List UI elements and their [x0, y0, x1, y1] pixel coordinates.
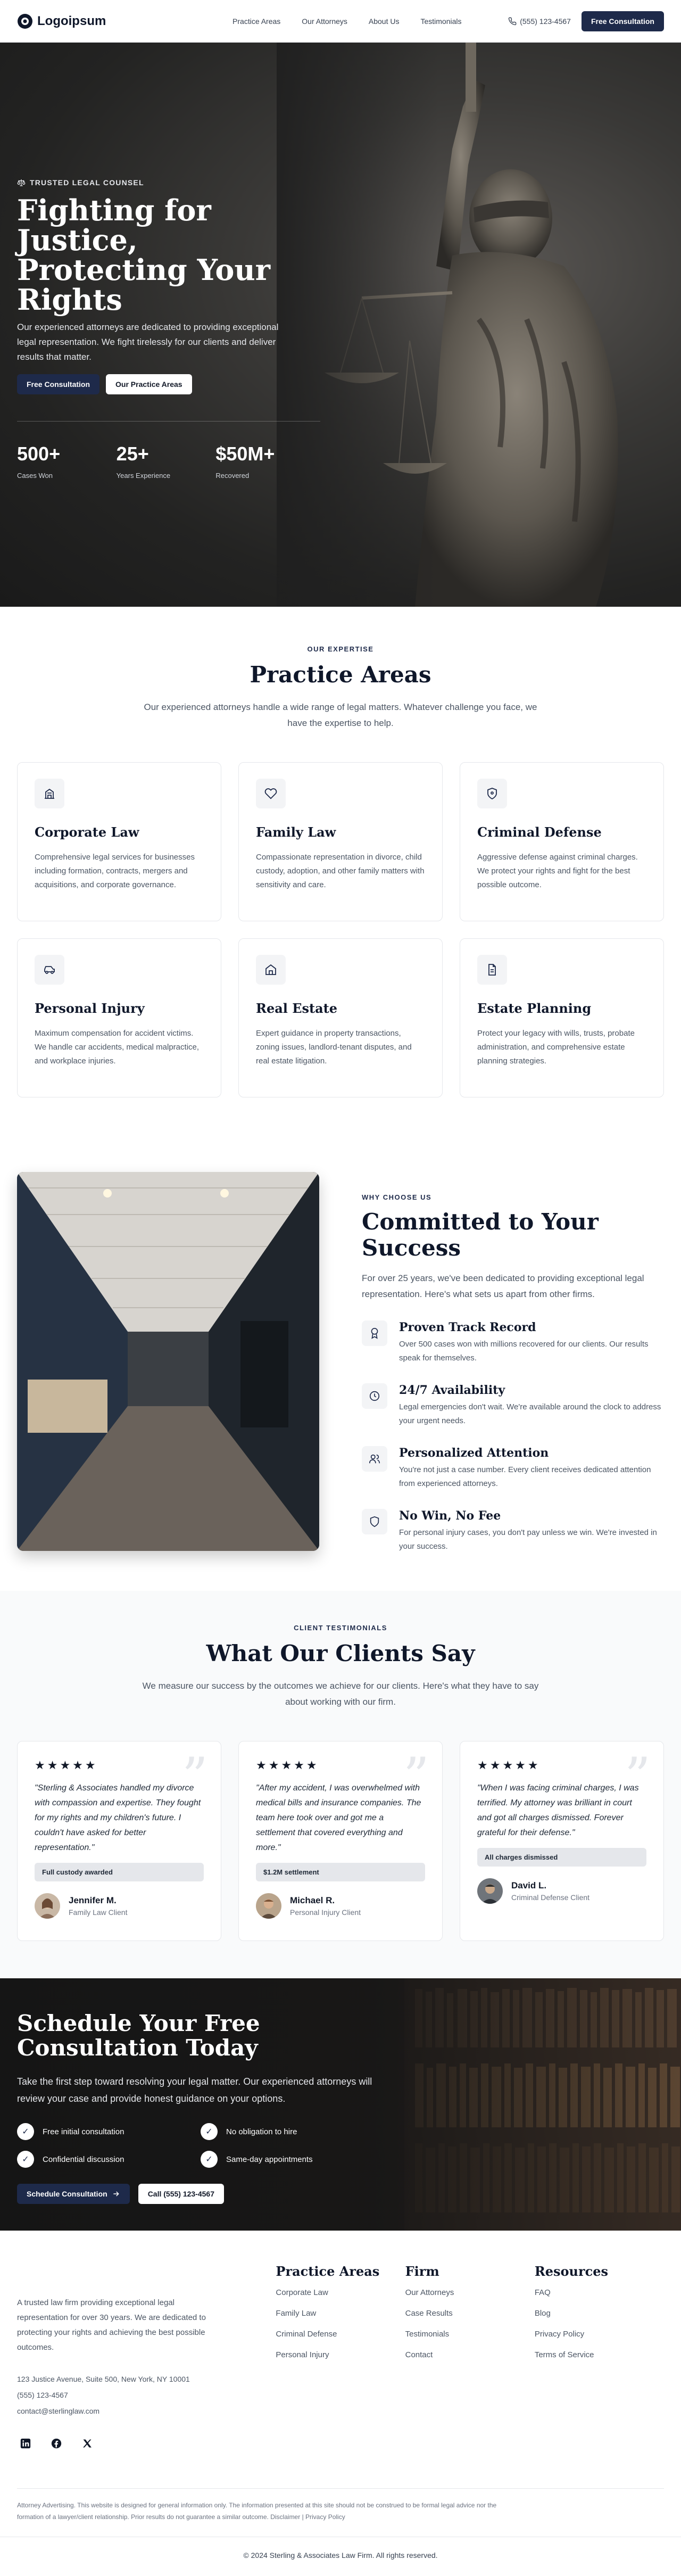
stat-label: Cases Won	[17, 472, 53, 480]
home-icon	[256, 955, 286, 985]
testimonial-cards	[17, 1741, 664, 1941]
star-rating: ★★★★★	[35, 1758, 98, 1772]
footer-link[interactable]: Contact	[405, 2350, 433, 2359]
social-links	[17, 2435, 276, 2452]
card-title: Real Estate	[256, 1001, 338, 1016]
footer-link[interactable]: Family Law	[276, 2309, 317, 2318]
stat-years-experience	[117, 443, 216, 480]
testimonial-card	[460, 1741, 664, 1941]
footer-contact	[17, 2371, 276, 2419]
footer-copyright: © 2024 Sterling & Associates Law Firm. All rights reserved.	[0, 2537, 681, 2575]
check-icon: ✓	[201, 2123, 218, 2140]
footer-column-title: Firm	[405, 2264, 439, 2279]
hero-divider	[17, 421, 320, 422]
footer-column-title: Practice Areas	[276, 2264, 380, 2279]
testimonial-quote: "When I was facing criminal charges, I was terrified. My attorney was brilliant in court and got all charges dismissed. Forever grateful for their defense."	[477, 1784, 639, 1837]
hero-section	[0, 43, 681, 607]
cta-text: Take the first step toward resolving your legal matter. Our experienced attorneys will review your case and provide honest guidance on your options.	[17, 2076, 372, 2104]
feature-text: Legal emergencies don't wait. We're available around the clock to address your urgent needs.	[399, 1402, 661, 1425]
footer	[0, 2231, 681, 2575]
nav-link-testimonials[interactable]: Testimonials	[420, 17, 462, 26]
practice-card-estate-planning[interactable]	[460, 938, 664, 1097]
why-lead: For over 25 years, we've been dedicated to providing exceptional legal representation. Here's what sets us apart from other firms.	[362, 1273, 644, 1299]
nav-link-practice-areas[interactable]: Practice Areas	[232, 17, 281, 26]
card-text: Compassionate representation in divorce, child custody, adoption, and other family matters with sensitivity and care.	[256, 853, 425, 889]
card-title: Estate Planning	[477, 1001, 592, 1016]
nav-phone-link[interactable]	[508, 17, 571, 26]
quote-icon: ”	[624, 1747, 651, 1806]
hero-practice-areas-button[interactable]: Our Practice Areas	[106, 374, 192, 394]
testimonial-author	[256, 1893, 425, 1919]
hero-title: Fighting for Justice, Protecting Your Rights	[17, 193, 271, 317]
practice-areas-section	[0, 607, 681, 1156]
feature-text: Over 500 cases won with millions recovered for our clients. Our results speak for themselves.	[399, 1340, 649, 1363]
hero-free-consultation-button[interactable]: Free Consultation	[17, 374, 99, 394]
benefit-item	[17, 2151, 201, 2168]
feature-no-win-no-fee	[362, 1509, 664, 1554]
nav-free-consultation-button[interactable]: Free Consultation	[582, 11, 664, 31]
footer-column-practice-areas	[276, 2264, 405, 2452]
card-text: Aggressive defense against criminal charges. We protect your rights and fight for the best possible outcome.	[477, 853, 638, 889]
author-role: Criminal Defense Client	[511, 1893, 590, 1902]
footer-link[interactable]: Terms of Service	[534, 2350, 594, 2359]
footer-email[interactable]: contact@sterlinglaw.com	[17, 2407, 100, 2415]
testimonials-header	[17, 1624, 664, 1710]
practice-cards	[17, 762, 664, 1097]
avatar	[35, 1893, 60, 1919]
quote-icon: ”	[181, 1747, 208, 1806]
practice-subtitle: Our experienced attorneys handle a wide range of legal matters. Whatever challenge you face, we have the expertise to help.	[144, 702, 537, 728]
benefit-item	[17, 2123, 201, 2140]
logo[interactable]	[17, 13, 106, 29]
author-name: Jennifer M.	[69, 1895, 117, 1905]
star-rating: ★★★★★	[477, 1758, 541, 1772]
feature-text: You're not just a case number. Every client receives dedicated attention from experienced attorneys.	[399, 1465, 651, 1488]
phone-icon	[508, 17, 517, 26]
hero-buttons	[17, 374, 315, 394]
facebook-icon[interactable]	[48, 2435, 65, 2452]
benefit-label: No obligation to hire	[226, 2127, 297, 2136]
footer-link[interactable]: Privacy Policy	[534, 2330, 585, 2339]
stat-label: Years Experience	[116, 472, 171, 480]
outcome-badge: All charges dismissed	[477, 1848, 646, 1867]
author-name: David L.	[511, 1880, 547, 1890]
cta-buttons	[17, 2184, 400, 2204]
footer-link[interactable]: Criminal Defense	[276, 2330, 337, 2339]
testimonial-author	[477, 1878, 646, 1904]
footer-link[interactable]: Corporate Law	[276, 2288, 328, 2297]
practice-card-family-law[interactable]	[238, 762, 443, 921]
cta-content	[17, 2011, 400, 2204]
quote-icon: ”	[403, 1747, 429, 1806]
testimonial-quote: "Sterling & Associates handled my divorce with compassion and expertise. They fought for my rights and my children's future. I couldn't have asked for better representation."	[35, 1784, 201, 1852]
testimonial-card	[17, 1741, 221, 1941]
heart-icon	[256, 779, 286, 808]
check-icon: ✓	[201, 2151, 218, 2168]
top-nav	[0, 0, 681, 43]
benefit-item	[201, 2151, 384, 2168]
hero-subtitle: Our experienced attorneys are dedicated to providing exceptional legal representation. We fight tirelessly for our clients and deliver results that matter.	[17, 322, 279, 362]
practice-card-criminal-defense[interactable]	[460, 762, 664, 921]
consultation-cta-section	[0, 1978, 681, 2231]
car-icon	[35, 955, 64, 985]
schedule-consultation-label: Schedule Consultation	[27, 2190, 107, 2198]
shield-icon	[477, 779, 507, 808]
feature-title: Personalized Attention	[399, 1446, 549, 1460]
check-icon: ✓	[17, 2123, 34, 2140]
stat-value: 500+	[17, 443, 61, 465]
footer-link[interactable]: Blog	[534, 2309, 551, 2318]
footer-link[interactable]: Personal Injury	[276, 2350, 329, 2359]
outcome-badge: $1.2M settlement	[256, 1863, 425, 1881]
footer-about-text: A trusted law firm providing exceptional legal representation for over 30 years. We are dedicated to protecting your rights and achieving the best possible outcomes.	[17, 2298, 206, 2352]
stat-value: $50M+	[215, 443, 275, 465]
outcome-badge: Full custody awarded	[35, 1863, 204, 1881]
card-title: Corporate Law	[35, 824, 139, 840]
why-content	[362, 1172, 664, 1554]
feature-availability	[362, 1383, 664, 1428]
check-icon: ✓	[17, 2151, 34, 2168]
testimonials-title: What Our Clients Say	[206, 1640, 475, 1666]
users-icon	[362, 1446, 387, 1472]
benefit-item	[201, 2123, 384, 2140]
footer-disclaimer: Attorney Advertising. This website is designed for general information only. The information presented at this site should not be construed to be formal legal advice nor the formation of a lawyer/client relationship. Prior results do not guarantee a similar outcome. Disclaimer | Privacy Policy	[17, 2501, 497, 2521]
footer-link[interactable]: Testimonials	[405, 2330, 450, 2339]
testimonials-subtitle: We measure our success by the outcomes we achieve for our clients. Here's what they have to say about working with our firm.	[142, 1681, 539, 1707]
hero-content	[17, 178, 315, 480]
practice-card-personal-injury[interactable]	[17, 938, 221, 1097]
logo-icon	[17, 13, 33, 29]
feature-text: For personal injury cases, you don't pay unless we win. We're invested in your success.	[399, 1528, 657, 1551]
avatar	[256, 1893, 281, 1919]
footer-link[interactable]: Our Attorneys	[405, 2288, 454, 2297]
footer-address: 123 Justice Avenue, Suite 500, New York, NY 10001	[17, 2375, 190, 2383]
testimonial-card	[238, 1741, 443, 1941]
card-text: Maximum compensation for accident victims. We handle car accidents, medical malpractice, and workplace injuries.	[35, 1029, 200, 1066]
benefit-label: Confidential discussion	[43, 2154, 124, 2164]
author-role: Personal Injury Client	[290, 1908, 361, 1917]
why-choose-us-section	[0, 1156, 681, 1591]
logo-text: Logoipsum	[37, 14, 106, 28]
feature-title: 24/7 Availability	[399, 1383, 505, 1397]
hero-eyebrow-text: TRUSTED LEGAL COUNSEL	[30, 178, 144, 187]
practice-header	[17, 645, 664, 731]
why-title: Committed to Your Success	[362, 1209, 599, 1261]
footer-phone[interactable]: (555) 123-4567	[17, 2391, 68, 2399]
stat-label: Recovered	[215, 472, 250, 480]
stat-value: 25+	[116, 443, 149, 465]
x-icon[interactable]	[79, 2435, 96, 2452]
footer-link[interactable]: FAQ	[534, 2288, 551, 2297]
nav-phone-text: (555) 123-4567	[520, 17, 571, 26]
testimonials-section	[0, 1591, 681, 1978]
shield-icon	[362, 1509, 387, 1534]
practice-card-corporate-law[interactable]	[17, 762, 221, 921]
lady-justice-statue-image	[277, 43, 681, 607]
avatar	[477, 1878, 503, 1904]
feature-title: No Win, No Fee	[399, 1509, 501, 1523]
practice-title: Practice Areas	[250, 662, 431, 688]
card-title: Personal Injury	[35, 1001, 145, 1016]
benefit-label: Free initial consultation	[43, 2127, 124, 2136]
why-kicker: WHY CHOOSE US	[362, 1193, 432, 1201]
cta-benefits	[17, 2123, 400, 2168]
linkedin-icon[interactable]	[17, 2435, 34, 2452]
stat-recovered	[215, 443, 315, 480]
clock-icon	[362, 1383, 387, 1409]
footer-grid	[17, 2264, 664, 2452]
footer-about	[17, 2264, 276, 2452]
star-rating: ★★★★★	[256, 1758, 319, 1772]
nav-link-our-attorneys[interactable]: Our Attorneys	[302, 17, 347, 26]
card-title: Criminal Defense	[477, 824, 602, 840]
card-text: Protect your legacy with wills, trusts, probate administration, and comprehensive estate planning strategies.	[477, 1029, 635, 1066]
nav-links	[232, 17, 461, 26]
nav-link-about-us[interactable]: About Us	[368, 17, 400, 26]
hero-eyebrow	[17, 178, 315, 187]
practice-kicker: OUR EXPERTISE	[307, 645, 374, 653]
office-hallway-image	[17, 1172, 319, 1551]
call-phone-button[interactable]: Call (555) 123-4567	[138, 2184, 224, 2204]
author-role: Family Law Client	[69, 1908, 128, 1917]
stat-cases-won	[17, 443, 117, 480]
arrow-right-icon	[112, 2190, 120, 2198]
footer-column-title: Resources	[534, 2264, 609, 2279]
feature-personalized-attention	[362, 1446, 664, 1491]
testimonial-quote: "After my accident, I was overwhelmed with medical bills and insurance companies. The team here took over and got me a settlement that covered everything and more."	[256, 1784, 421, 1852]
footer-link[interactable]: Case Results	[405, 2309, 453, 2318]
award-icon	[362, 1320, 387, 1346]
footer-column-resources	[535, 2264, 664, 2452]
feature-title: Proven Track Record	[399, 1320, 536, 1334]
card-title: Family Law	[256, 824, 336, 840]
benefit-label: Same-day appointments	[226, 2154, 313, 2164]
testimonials-kicker: CLIENT TESTIMONIALS	[294, 1624, 387, 1632]
testimonial-author	[35, 1893, 204, 1919]
scale-icon	[17, 178, 26, 187]
document-icon	[477, 955, 507, 985]
cta-title: Schedule Your Free Consultation Today	[17, 2010, 260, 2061]
author-name: Michael R.	[290, 1895, 335, 1905]
nav-actions	[508, 11, 664, 31]
building-icon	[35, 779, 64, 808]
hero-stats	[17, 443, 315, 480]
card-text: Expert guidance in property transactions, zoning issues, landlord-tenant disputes, and real estate litigation.	[256, 1029, 412, 1066]
practice-card-real-estate[interactable]	[238, 938, 443, 1097]
feature-proven-track-record	[362, 1320, 664, 1365]
footer-column-firm	[405, 2264, 535, 2452]
card-text: Comprehensive legal services for businesses including formation, contracts, mergers and acquisitions, and corporate governance.	[35, 853, 195, 889]
schedule-consultation-button[interactable]	[17, 2184, 130, 2204]
